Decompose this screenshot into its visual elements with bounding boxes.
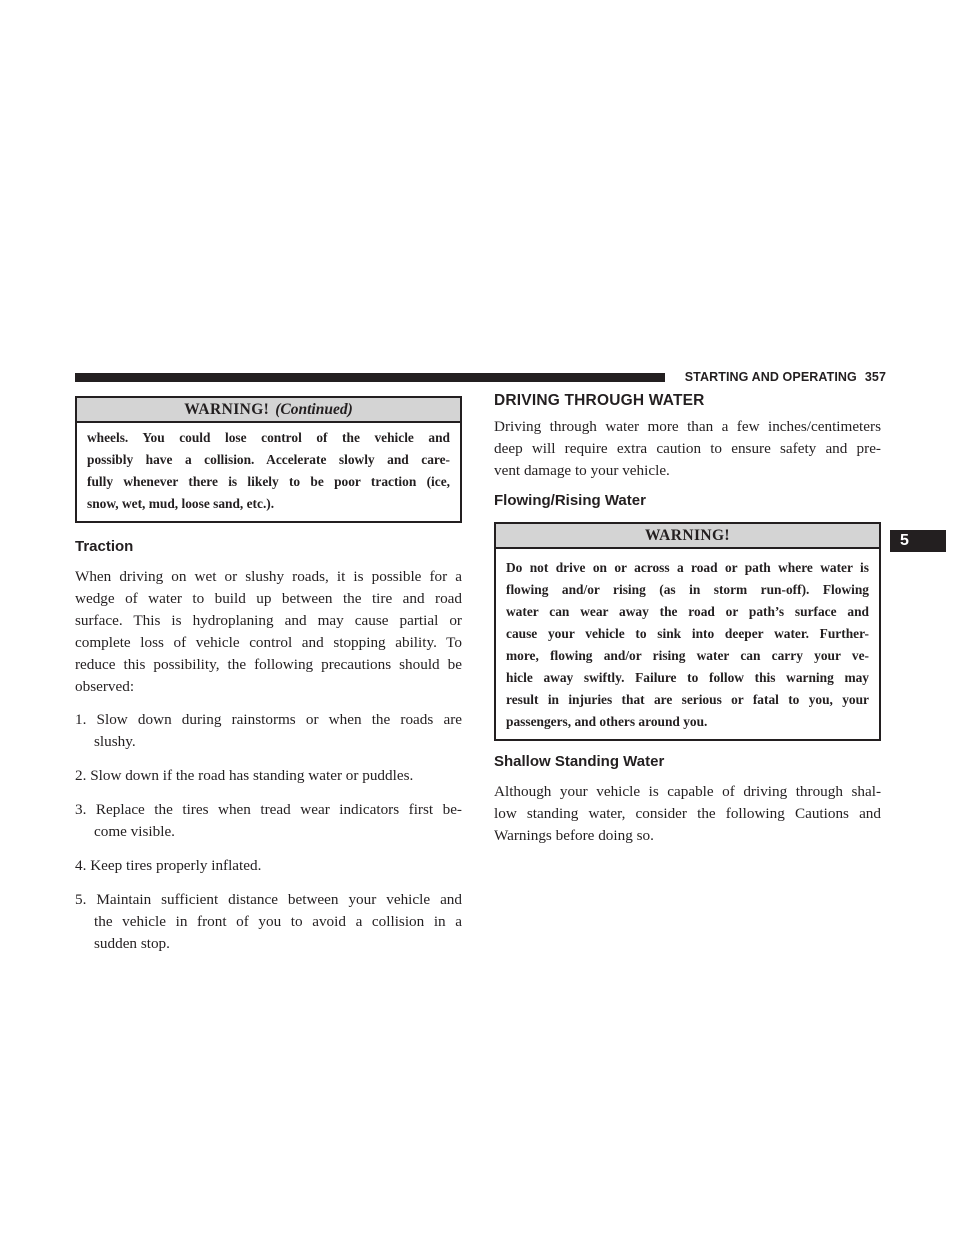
warning-line: hicle away swiftly. Failure to follow this warning may [506,670,869,685]
driving-through-water-text [494,416,881,482]
warning-line: passengers, and others around you. [506,714,708,729]
chapter-tab: 5 [890,530,946,552]
right-column [494,392,881,847]
warning-continued-box [75,396,462,523]
warning-line: fully whenever there is likely to be poor traction (ice, [87,474,450,489]
body-line: wedge of water to build up between the tire and road [75,590,462,607]
warning-continued-header [77,398,460,423]
list-line: 4. Keep tires properly inflated. [75,857,262,874]
traction-heading: Traction [75,538,134,555]
list-line: 1. Slow down during rainstorms or when the roads are [75,711,462,728]
flowing-water-warning-text [496,549,879,739]
list-line: the vehicle in front of you to avoid a collision in a [94,913,462,930]
body-line: Driving through water more than a few inches/centimeters [494,418,881,435]
continued-label: (Continued) [275,401,353,418]
warning-line: snow, wet, mud, loose sand, etc.). [87,496,275,511]
body-line: vent damage to your vehicle. [494,462,670,479]
list-line: sudden stop. [94,935,170,952]
body-line: complete loss of vehicle control and stopping ability. To [75,634,462,651]
list-line: 2. Slow down if the road has standing water or puddles. [75,767,414,784]
warning-header [496,524,879,549]
flowing-water-warning-box [494,522,881,741]
warning-line: cause your vehicle to sink into deeper water. Further- [506,626,869,641]
warning-line: water can wear away the road or path’s surface and [506,604,869,619]
traction-intro [75,566,462,698]
flowing-water-heading: Flowing/Rising Water [494,492,646,509]
precaution-list [75,709,462,955]
warning-line: wheels. You could lose control of the vehicle and [87,430,450,445]
page-number: 357 [864,370,886,384]
body-line: reduce this possibility, the following precautions should be [75,656,462,673]
driving-through-water-heading: DRIVING THROUGH WATER [494,392,705,409]
list-item [75,765,462,787]
body-line: observed: [75,678,135,695]
list-line: 5. Maintain sufficient distance between your vehicle and [75,891,462,908]
warning-line: flowing and/or rising (as in storm run-off). Flowing [506,582,869,597]
body-line: Warnings before doing so. [494,827,654,844]
warning-line: Do not drive on or across a road or path where water is [506,560,869,575]
header-rule [75,373,665,382]
warning-continued-text [77,423,460,521]
list-item [75,855,462,877]
left-column [75,396,462,967]
warning-title: WARNING! [184,401,270,418]
warning-line: result in injuries that are serious or fatal to you, your [506,692,869,707]
shallow-water-text [494,781,881,847]
warning-line: more, flowing and/or rising water can carry your ve- [506,648,869,663]
shallow-water-heading: Shallow Standing Water [494,753,665,770]
body-line: Although your vehicle is capable of driving through shal- [494,783,881,800]
body-line: low standing water, consider the following Cautions and [494,805,881,822]
list-line: 3. Replace the tires when tread wear indicators first be- [75,801,462,818]
list-line: slushy. [94,733,136,750]
body-line: When driving on wet or slushy roads, it is possible for a [75,568,462,585]
list-item [75,709,462,753]
list-item [75,799,462,843]
body-line: deep will require extra caution to ensure safety and pre- [494,440,881,457]
section-title: STARTING AND OPERATING [684,370,857,384]
warning-line: possibly have a collision. Accelerate slowly and care- [87,452,450,467]
list-item [75,889,462,955]
running-head [676,370,886,384]
warning-title: WARNING! [644,527,730,544]
body-line: surface. This is hydroplaning and may cause partial or [75,612,462,629]
list-line: come visible. [94,823,175,840]
